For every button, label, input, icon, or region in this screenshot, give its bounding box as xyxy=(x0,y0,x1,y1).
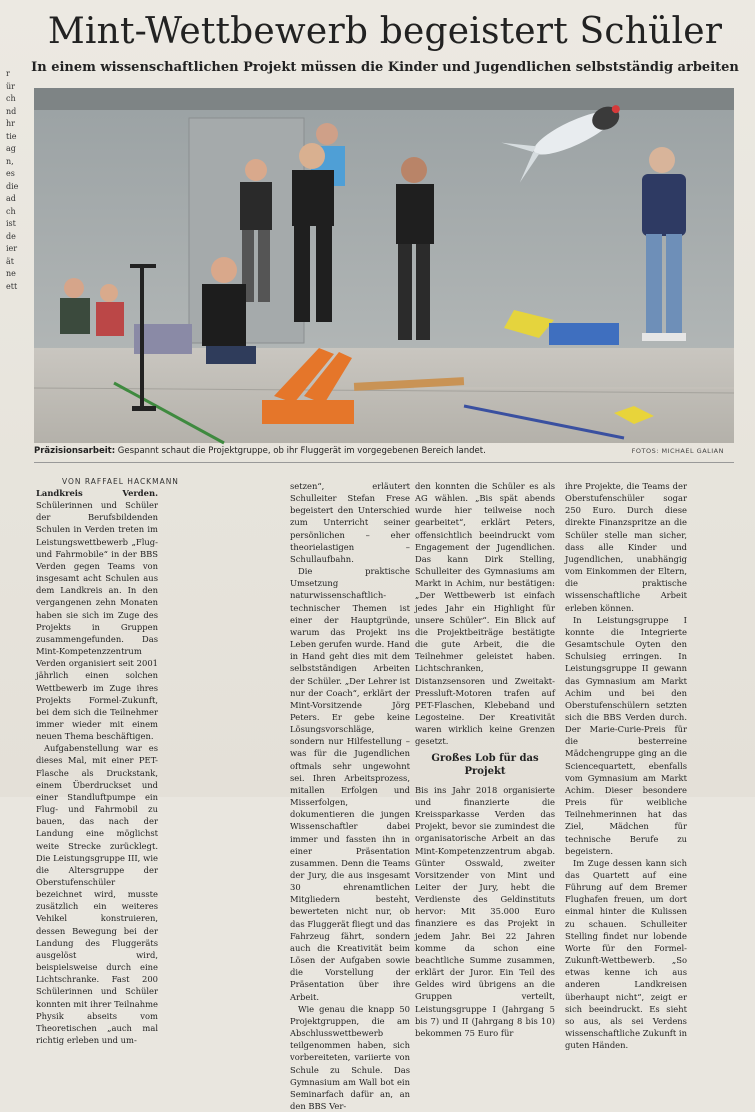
article-photo xyxy=(34,88,734,443)
article-column-2 xyxy=(290,480,410,1111)
left-strip-fragment: de xyxy=(6,231,16,241)
subheadline: In einem wissenschaftlichen Projekt müssen die Kinder und Jugendlichen selbstständig arbeiten xyxy=(31,60,739,75)
column-4-paragraph-2: In Leistungsgruppe I konnte die Integrierte Gesamtschule Oyten den Schulsieg erringen. In Leistungsgruppe II gewann das Gymnasium am Markt Achim und bei den Oberstufenschülern setzten sich die BBS Verden durch. Der Marie-Curie-Preis für die besterreine Mädchengruppe ging an die Sciencequartett, ebenfalls vom Gymnasium am Markt Achim. Dieser besondere Preis für weibliche Teilnehmerinnen hat das Ziel, Mädchen für technische Berufe zu begeistern. xyxy=(565,614,687,856)
photo-caption xyxy=(34,446,734,460)
left-strip-fragment: n, xyxy=(6,156,14,166)
column-1-paragraph-1: Schülerinnen und Schüler der Berufsbildenden Schulen in Verden treten im Leistungswettbewerb „Flug- und Fahrmobile“ in der BBS Verden gegen Teams von insgesamt acht Schulen aus dem Landkreis an. In den vergangenen zehn Monaten haben sie sich im Zuge des Projekts in Gruppen zusammengefunden. Das Mint-Kompetenzzentrum Verden organisiert seit 2001 jährlich einen solchen Wettbewerb im Zuge ihres Projekts Formel-Zukunft, bei dem sich die Teilnehmer immer wieder mit einem neuen Thema beschäftigen. xyxy=(36,500,158,742)
left-strip-fragment: ist xyxy=(6,219,16,228)
photo-credit: FOTOS: MICHAEL GALIAN xyxy=(631,447,724,455)
left-strip-fragment: nd xyxy=(6,106,17,116)
dateline: Landkreis Verden. xyxy=(36,488,158,498)
caption-rule xyxy=(34,462,734,463)
column-2-paragraph-1: setzen“, erläutert Schulleiter Stefan Frese begeistert den Unterschied zum Unterricht seiner persönlichen – eher theorielastigen – Schullaufbahn. xyxy=(290,481,410,564)
adjacent-column-fragment xyxy=(0,0,20,480)
left-strip-fragment: ag xyxy=(6,144,16,153)
headline: Mint-Wettbewerb begeistert Schüler xyxy=(47,11,723,52)
column-3-paragraph-1: den konnten die Schüler es als AG wählen. „Bis spät abends wurde hier teilweise noch gearbeitet“, erklärt Peters, offensichtlich beeindruckt vom Engagement der Jugendlichen. Das kann Dirk Stelling, Schulleiter des Gymnasiums am Markt in Achim, nur bestätigen: „Der Wettbewerb ist einfach jedes Jahr ein Highlight für unsere Schüler“. Ein Blick auf die Projektbeiträge bestätigte die gute Arbeit, die die Teilnehmer geleistet haben. Lichtschranken, Distanzsensoren und Zweitakt-Pressluft-Motoren trafen auf PET-Flaschen, Klebeband und Legosteine. Der Kreativität waren wirklich keine Grenzen gesetzt. xyxy=(415,481,555,747)
caption-label: Präzisionsarbeit: xyxy=(34,446,116,456)
article-column-1 xyxy=(36,487,158,1046)
gym-scene-photo xyxy=(34,88,734,443)
left-strip-fragment: ät xyxy=(6,256,14,266)
left-strip-fragment: r xyxy=(6,69,10,78)
section-heading: Großes Lob für das Projekt xyxy=(431,753,539,777)
left-strip-fragment: ad xyxy=(6,194,16,203)
left-strip-fragment: ier xyxy=(6,244,18,253)
column-1-paragraph-2: Aufgabenstellung war es dieses Mal, mit einer PET-Flasche als Druckstank, einem Überdruckset und einer Standluftpumpe ein Flug- und Fahrmobil zu bauen, das nach der Landung eine möglichst weite Strecke zurücklegt. Die Leistungsgruppe III, wie die Altersgruppe der Oberstufenschüler bezeichnet wird, musste zusätzlich ein weiteres Vehikel konstruieren, dessen Bewegung bei der Landung des Fluggeräts ausgelöst wird, beispielsweise durch eine Lichtschranke. Fast 200 Schülerinnen und Schüler konnten mit ihrer Teilnahme Physik abseits vom Theoretischen „auch mal richtig erleben und um- xyxy=(36,743,158,1046)
left-strip-fragment: tie xyxy=(6,131,17,141)
left-strip-fragment: die xyxy=(6,181,19,191)
column-2-paragraph-3: Wie genau die knapp 50 Projektgruppen, die am Abschlusswettbewerb teilgenommen haben, sich vorbereiteten, variierte von Schule zu Schule. Das Gymnasium am Wall bot ein Seminarfach dafür an, an den BBS Ver- xyxy=(290,1003,410,1111)
column-4-paragraph-3: Im Zuge dessen kann sich das Quartett auf eine Führung auf dem Bremer Flughafen freuen, um dort einmal hinter die Kulissen zu schauen. Schulleiter Stelling findet nur lobende Worte für den Formel-Zukunft-Wettbewerb. „So etwas kenne ich aus anderen Landkreisen überhaupt nicht“, zeigt er sich beeindruckt. Es sieht so aus, als sei Verdens wissenschaftliche Zukunft in guten Händen. xyxy=(565,857,687,1051)
byline: VON RAFFAEL HACKMANN xyxy=(62,477,179,486)
article-column-4 xyxy=(565,480,687,1051)
column-2-paragraph-2: Die praktische Umsetzung naturwissenschaftlich-technischer Themen ist einer der Hauptgründe, warum das Projekt ins Leben gerufen wurde. Hand in Hand geht dies mit dem selbstständigen Arbeiten der Schüler. „Der Lehrer ist nur der Coach“, erklärt der Mint-Vorsitzende Jörg Peters. Er gebe keine Lösungsvorschläge, sondern nur Hilfestellung – was für die Jugendlichen oftmals sehr ungewohnt sei. Ihren Arbeitsprozess, mitallen Erfolgen und Misserfolgen, dokumentieren die jungen Wissenschaftler dabei immer und fassten ihn in einer Präsentation zusammen. Denn die Teams der Jury, die aus insgesamt 30 ehrenamtlichen Mitgliedern besteht, bewerteten nicht nur, ob das Fluggerät fliegt und das Fahrzeug fährt, sondern auch die Kreativität beim Lösen der Aufgaben sowie die Vorstellung der Präsentation über ihre Arbeit. xyxy=(290,566,410,1002)
column-3-paragraph-2: Bis ins Jahr 2018 organisierte und finanzierte die Kreissparkasse Verden das Projekt, bevor sie zumindest die organisatorische Arbeit an das Mint-Kompetenzzentrum abgab. Günter Osswald, zweiter Vorsitzender von Mint und Leiter der Jury, hebt die Verdienste des Geldinstituts hervor: Mit 35.000 Euro finanziere es das Projekt in jedem Jahr. Bei 22 Jahren komme da schon eine beachtliche Summe zusammen, erklärt der Juror. Ein Teil des Geldes wird übrigens an die Gruppen verteilt, Leistungsgruppe I (Jahrgang 5 bis 7) und II (Jahrgang 8 bis 10) bekommen 75 Euro für xyxy=(415,784,555,1038)
column-4-paragraph-1: ihre Projekte, die Teams der Oberstufenschüler sogar 250 Euro. Durch diese direkte Finanzspritze an die Schüler stelle man sicher, dass alle Kinder und Jugendlichen, unabhängig vom Einkommen der Eltern, die praktische wissenschaftliche Arbeit erleben können. xyxy=(565,481,687,613)
caption-text: Gespannt schaut die Projektgruppe, ob ihr Fluggerät im vorgegebenen Bereich landet. xyxy=(115,446,486,456)
left-strip-fragment: ür xyxy=(6,81,15,91)
left-strip-fragment: hr xyxy=(6,119,15,128)
left-strip-fragment: ch xyxy=(6,206,16,216)
left-strip-fragment: ch xyxy=(6,94,16,103)
article-column-3 xyxy=(415,480,555,1038)
left-strip-fragment: ett xyxy=(6,281,18,291)
left-strip-fragment: ne xyxy=(6,269,16,278)
left-strip-fragment: es xyxy=(6,169,15,178)
